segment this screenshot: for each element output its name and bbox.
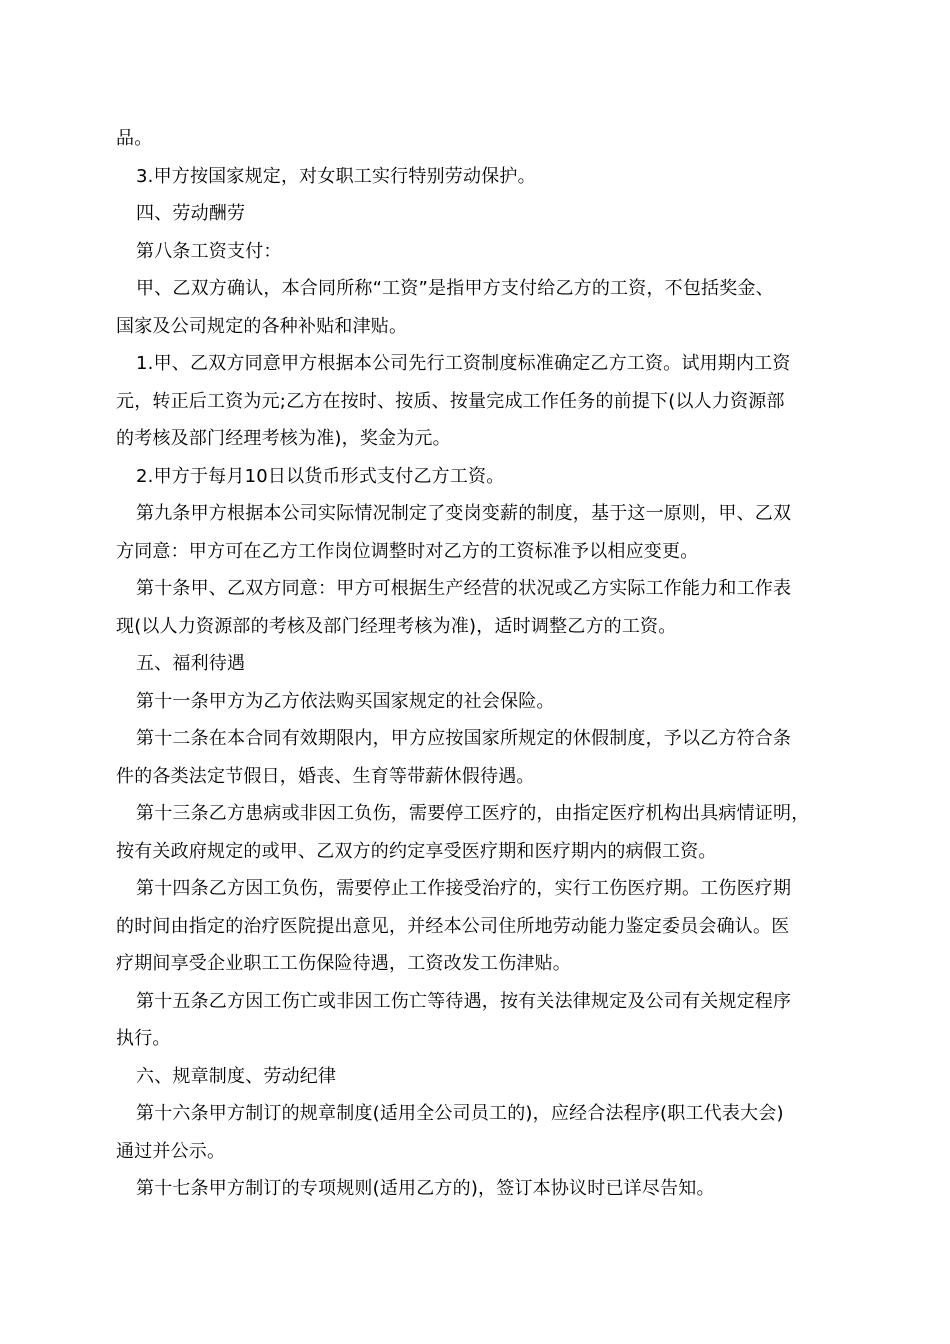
document-line: 第九条甲方根据本公司实际情况制定了变岗变薪的制度，基于这一原则，甲、乙双 (136, 503, 792, 524)
document-line: 第十条甲、乙双方同意：甲方可根据生产经营的状况或乙方实际工作能力和工作表 (136, 578, 792, 599)
document-line: 按有关政府规定的或甲、乙双方的约定享受医疗期和医疗期内的病假工资。 (116, 840, 717, 862)
document-line: 第十六条甲方制订的规章制度(适用全公司员工的)，应经合法程序(职工代表大会) (136, 1103, 784, 1124)
document-line: 第十七条甲方制订的专项规则(适用乙方的)，签订本协议时已详尽告知。 (136, 1178, 715, 1199)
document-line: 第十五条乙方因工伤亡或非因工伤亡等待遇，按有关法律规定及公司有关规定程序 (136, 990, 792, 1012)
document-line: 通过并公示。 (116, 1140, 226, 1162)
document-line: 执行。 (116, 1028, 171, 1049)
document-line: 现(以人力资源部的考核及部门经理考核为准)，适时调整乙方的工资。 (116, 615, 677, 637)
document-line: 第十三条乙方患病或非因工负伤，需要停工医疗的，由指定医疗机构出具病情证明， (136, 803, 810, 824)
document-line: 六、规章制度、劳动纪律 (136, 1065, 337, 1087)
document-line: 第十四条乙方因工负伤，需要停止工作接受治疗的，实行工伤医疗期。工伤医疗期 (136, 878, 792, 899)
document-line: 第八条工资支付： (136, 240, 282, 262)
document-line: 方同意：甲方可在乙方工作岗位调整时对乙方的工资标准予以相应变更。 (116, 540, 699, 562)
document-line: 的考核及部门经理考核为准)，奖金为元。 (116, 428, 451, 449)
document-line: 第十一条甲方为乙方依法购买国家规定的社会保险。 (136, 690, 555, 712)
document-line: 2.甲方于每月10日以货币形式支付乙方工资。 (136, 465, 505, 487)
document-line: 甲、乙双方确认，本合同所称“工资”是指甲方支付给乙方的工资，不包括奖金、 (136, 278, 774, 299)
document-line: 国家及公司规定的各种补贴和津贴。 (116, 315, 408, 337)
document-line: 件的各类法定节假日，婚丧、生育等带薪休假待遇。 (116, 765, 535, 787)
document-line: 品。 (116, 128, 153, 149)
document-line: 第十二条在本合同有效期限内，甲方应按国家所规定的休假制度，予以乙方符合条 (136, 728, 792, 749)
document-line: 的时间由指定的治疗医院提出意见，并经本公司住所地劳动能力鉴定委员会确认。医 (116, 915, 790, 937)
document-line: 1.甲、乙双方同意甲方根据本公司先行工资制度标准确定乙方工资。试用期内工资 (136, 353, 791, 374)
document-line: 四、劳动酬劳 (136, 203, 246, 224)
document-line: 五、福利待遇 (136, 653, 246, 674)
document-line: 3.甲方按国家规定，对女职工实行特别劳动保护。 (136, 165, 536, 187)
document-line: 疗期间享受企业职工工伤保险待遇，工资改发工伤津贴。 (116, 953, 571, 974)
document-line: 元，转正后工资为元;乙方在按时、按质、按量完成工作任务的前提下(以人力资源部 (116, 390, 785, 412)
